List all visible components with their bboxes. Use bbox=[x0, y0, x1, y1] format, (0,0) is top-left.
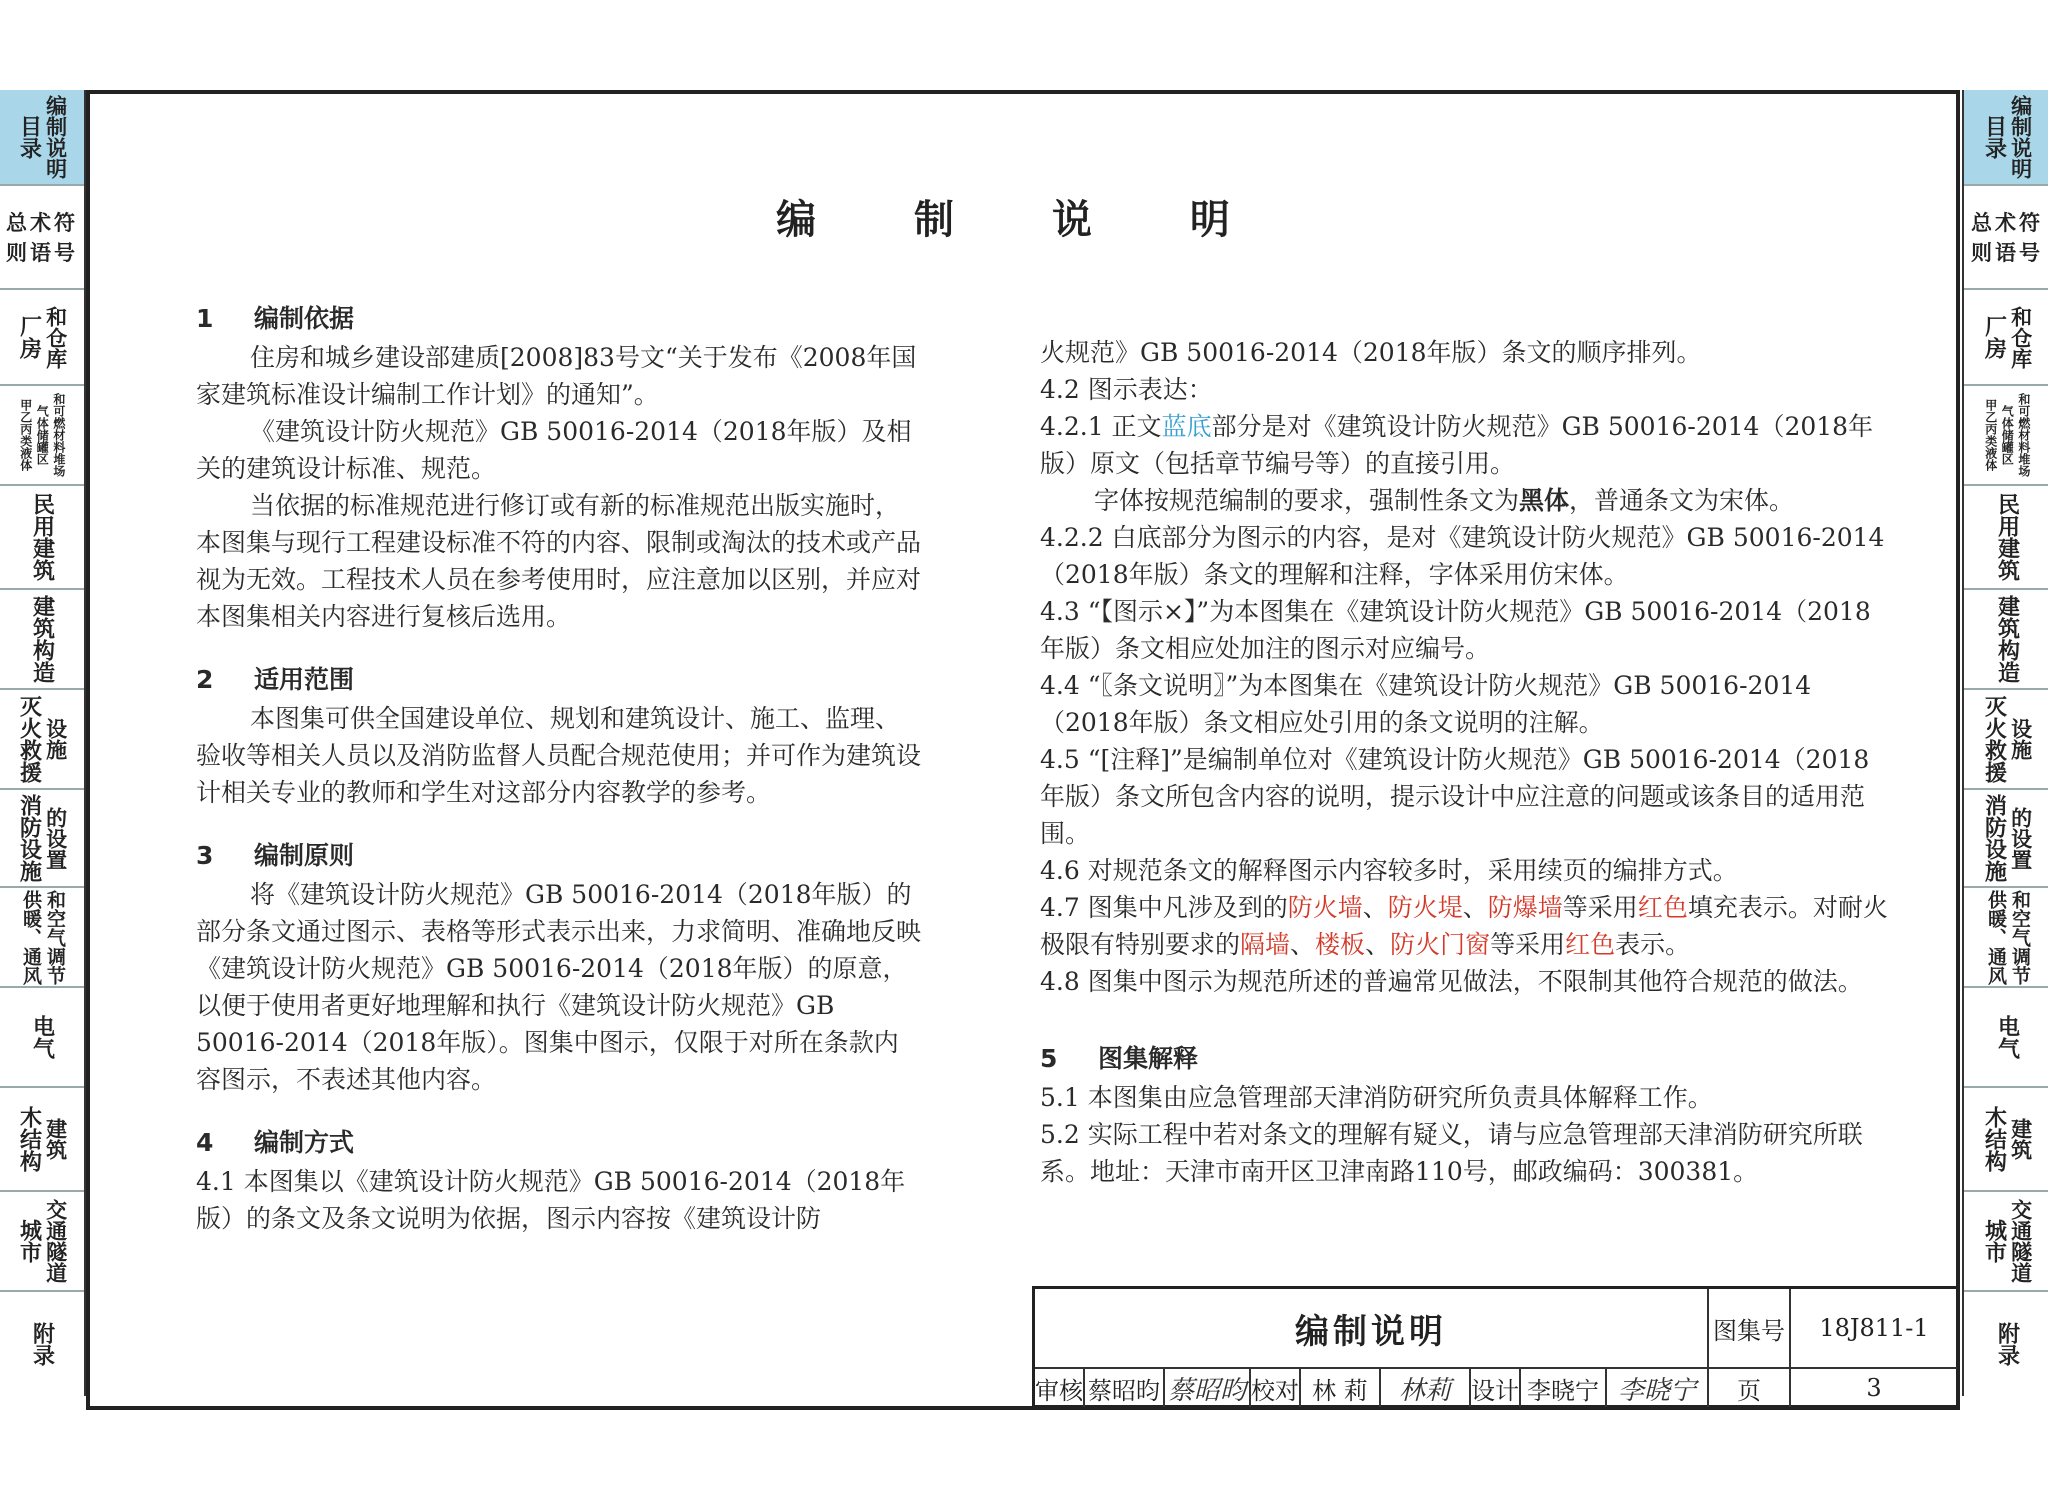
tab-label: 的设置 bbox=[2008, 806, 2033, 870]
tab-label: 电气 bbox=[29, 1015, 55, 1059]
section-heading: 5 图集解释 bbox=[1040, 1044, 1199, 1073]
tab-label: 总术符 bbox=[6, 211, 78, 235]
tab-label: 交通隧道 bbox=[2008, 1199, 2033, 1283]
bold-term: 黑体 bbox=[1519, 486, 1570, 515]
tab-label: 编制说明 bbox=[43, 95, 68, 179]
tab-label: 交通隧道 bbox=[43, 1199, 68, 1283]
tab-label: 建筑 bbox=[43, 1118, 68, 1160]
blue-highlight: 蓝底 bbox=[1161, 412, 1212, 441]
tab-label: 目录 bbox=[16, 115, 42, 159]
reviewer-signature: 蔡昭昀 bbox=[1165, 1369, 1251, 1407]
tab-facilities[interactable] bbox=[1964, 790, 2048, 888]
tab-label: 和仓库 bbox=[2008, 305, 2033, 369]
paragraph: 住房和城乡建设部建质[2008]83号文“关于发布《2008年国家建筑标准设计编制工作计划》的通知”。 bbox=[196, 343, 917, 409]
section-heading: 4 编制方式 bbox=[196, 1128, 355, 1157]
tab-storage[interactable] bbox=[0, 386, 84, 486]
page-label: 页 bbox=[1709, 1369, 1791, 1407]
tab-label: 城市 bbox=[1981, 1219, 2007, 1263]
tab-label: 和可燃材料堆场 bbox=[51, 393, 66, 477]
tab-label: 电气 bbox=[1994, 1015, 2020, 1059]
paragraph: 5.2 实际工程中若对条文的理解有疑义，请与应急管理部天津消防研究所联系。地址：天津市南开区卫津南路110号，邮政编码：300381。 bbox=[1040, 1120, 1863, 1186]
review-label: 审核 bbox=[1035, 1369, 1085, 1407]
tab-electrical[interactable] bbox=[0, 988, 84, 1088]
tab-label: 附录 bbox=[1994, 1322, 2020, 1366]
left-sidebar bbox=[0, 90, 86, 1396]
tab-rescue[interactable] bbox=[0, 690, 84, 790]
designer-name: 李晓宁 bbox=[1521, 1369, 1607, 1407]
tab-factory[interactable] bbox=[0, 290, 84, 386]
tab-label: 建筑 bbox=[2008, 1118, 2033, 1160]
checker-name: 林 莉 bbox=[1301, 1369, 1381, 1407]
tab-label: 和空气调节 bbox=[2008, 889, 2031, 985]
tab-label: 建筑构造 bbox=[1994, 595, 2020, 683]
reviewer-name: 蔡昭昀 bbox=[1085, 1369, 1165, 1407]
paragraph: 本图集可供全国建设单位、规划和建筑设计、施工、监理、验收等相关人员以及消防监督人员配合规范使用；并可作为建筑设计相关专业的教师和学生对这部分内容教学的参考。 bbox=[196, 704, 922, 807]
checker-signature: 林莉 bbox=[1381, 1369, 1471, 1407]
tab-label: 气体储罐区 bbox=[35, 405, 50, 465]
tab-label: 的设置 bbox=[43, 806, 68, 870]
tab-label: 厂房 bbox=[1981, 315, 2007, 359]
tab-hvac[interactable] bbox=[0, 888, 84, 988]
tab-rescue[interactable] bbox=[1964, 690, 2048, 790]
tab-label: 则语号 bbox=[1971, 241, 2043, 265]
tab-label: 甲乙丙类液体 bbox=[18, 399, 33, 471]
tab-label: 则语号 bbox=[6, 241, 78, 265]
section-heading: 2 适用范围 bbox=[196, 665, 355, 694]
tab-label: 气体储罐区 bbox=[2000, 405, 2015, 465]
tab-label: 设施 bbox=[43, 718, 68, 760]
tab-label: 附录 bbox=[29, 1322, 55, 1366]
atlas-number: 18J811-1 bbox=[1791, 1289, 1957, 1369]
paragraph: 4.6 对规范条文的解释图示内容较多时，采用续页的编排方式。 bbox=[1040, 856, 1738, 885]
tab-electrical[interactable] bbox=[1964, 988, 2048, 1088]
tab-label: 和可燃材料堆场 bbox=[2016, 393, 2031, 477]
tab-timber[interactable] bbox=[1964, 1088, 2048, 1192]
paragraph: 5.1 本图集由应急管理部天津消防研究所负责具体解释工作。 bbox=[1040, 1083, 1713, 1112]
tab-label: 灭火救援 bbox=[16, 695, 42, 783]
paragraph: 4.2.1 正文蓝底部分是对《建筑设计防火规范》GB 50016-2014（2018年版）原文（包括章节编号等）的直接引用。 bbox=[1040, 412, 1874, 478]
tab-label: 民用建筑 bbox=[29, 493, 55, 581]
paragraph: 4.4 “〖条文说明〗”为本图集在《建筑设计防火规范》GB 50016-2014（2018年版）条文相应处引用的条文说明的注解。 bbox=[1040, 671, 1812, 737]
tab-tunnel[interactable] bbox=[0, 1192, 84, 1292]
tab-appendix[interactable] bbox=[0, 1292, 84, 1396]
paragraph: 《建筑设计防火规范》GB 50016-2014（2018年版）及相关的建筑设计标准、规范。 bbox=[196, 417, 912, 483]
left-column bbox=[196, 300, 922, 1237]
paragraph: 火规范》GB 50016-2014（2018年版）条文的顺序排列。 bbox=[1040, 338, 1702, 367]
tab-appendix[interactable] bbox=[1964, 1292, 2048, 1396]
tab-contents-notes[interactable] bbox=[1964, 90, 2048, 186]
tab-label: 城市 bbox=[16, 1219, 42, 1263]
paragraph: 将《建筑设计防火规范》GB 50016-2014（2018年版）的部分条文通过图示、表格等形式表示出来，力求简明、准确地反映《建筑设计防火规范》GB 50016-2014（2018年版）的原意，以便于使用者更好地理解和执行《建筑设计防火规范》GB 50016-2014（2018年版）。图集中图示，仅限于对所在条款内容图示，不表述其他内容。 bbox=[196, 880, 922, 1094]
page-number: 3 bbox=[1866, 1374, 1882, 1402]
tab-label: 和仓库 bbox=[43, 305, 68, 369]
section-heading: 1 编制依据 bbox=[196, 304, 355, 333]
tab-label: 设施 bbox=[2008, 718, 2033, 760]
tab-label: 消防设施 bbox=[1981, 794, 2007, 882]
tab-storage[interactable] bbox=[1964, 386, 2048, 486]
tab-label: 灭火救援 bbox=[1981, 695, 2007, 783]
paragraph: 4.5 “[注释]”是编制单位对《建筑设计防火规范》GB 50016-2014（2018年版）条文所包含内容的说明，提示设计中应注意的问题或该条目的适用范围。 bbox=[1040, 745, 1870, 848]
tab-label: 编制说明 bbox=[2008, 95, 2033, 179]
paragraph: 4.2 图示表达： bbox=[1040, 375, 1213, 404]
section-heading: 3 编制原则 bbox=[196, 841, 355, 870]
paragraph: 4.1 本图集以《建筑设计防火规范》GB 50016-2014（2018年版）的条文及条文说明为依据，图示内容按《建筑设计防 bbox=[196, 1167, 906, 1233]
drawing-name: 编制说明 bbox=[1035, 1289, 1709, 1369]
right-column bbox=[1040, 334, 1888, 1190]
tab-label: 总术符 bbox=[1971, 211, 2043, 235]
tab-tunnel[interactable] bbox=[1964, 1192, 2048, 1292]
paragraph: 4.2.2 白底部分为图示的内容，是对《建筑设计防火规范》GB 50016-2014（2018年版）条文的理解和注释，字体采用仿宋体。 bbox=[1040, 523, 1885, 589]
designer-signature: 李晓宁 bbox=[1607, 1369, 1709, 1407]
tab-hvac[interactable] bbox=[1964, 888, 2048, 988]
page-title: 编 制 说 明 bbox=[776, 197, 1272, 243]
paragraph: 当依据的标准规范进行修订或有新的标准规范出版实施时，本图集与现行工程建设标准不符的内容、限制或淘汰的技术或产品视为无效。工程技术人员在参考使用时，应注意加以区别，并应对本图集相关内容进行复核后选用。 bbox=[196, 491, 922, 631]
paragraph: 4.8 图集中图示为规范所述的普遍常见做法，不限制其他符合规范的做法。 bbox=[1040, 967, 1863, 996]
tab-civil[interactable] bbox=[0, 486, 84, 590]
tab-label: 民用建筑 bbox=[1994, 493, 2020, 581]
right-sidebar bbox=[1962, 90, 2048, 1396]
tab-civil[interactable] bbox=[1964, 486, 2048, 590]
tab-facilities[interactable] bbox=[0, 790, 84, 888]
tab-label: 消防设施 bbox=[16, 794, 42, 882]
paragraph: 字体按规范编制的要求，强制性条文为黑体，普通条文为宋体。 bbox=[1094, 486, 1795, 515]
tab-label: 厂房 bbox=[16, 315, 42, 359]
tab-contents-notes[interactable] bbox=[0, 90, 84, 186]
design-label: 设计 bbox=[1471, 1369, 1521, 1407]
tab-label: 供暖、通风 bbox=[20, 889, 42, 985]
paragraph: 4.7 图集中凡涉及到的防火墙、防火堤、防爆墙等采用红色填充表示。对耐火极限有特别要求的隔墙、楼板、防火门窗等采用红色表示。 bbox=[1040, 893, 1888, 959]
tab-label: 供暖、通风 bbox=[1985, 889, 2007, 985]
tab-label: 和空气调节 bbox=[43, 889, 66, 985]
atlas-label: 图集号 bbox=[1709, 1289, 1791, 1369]
tab-timber[interactable] bbox=[0, 1088, 84, 1192]
tab-label: 甲乙丙类液体 bbox=[1983, 399, 1998, 471]
paragraph: 4.3 “【图示×】”为本图集在《建筑设计防火规范》GB 50016-2014（2018年版）条文相应处加注的图示对应编号。 bbox=[1040, 597, 1871, 663]
tab-label: 木结构 bbox=[16, 1106, 42, 1172]
check-label: 校对 bbox=[1251, 1369, 1301, 1407]
tab-construction[interactable] bbox=[0, 590, 84, 690]
tab-label: 目录 bbox=[1981, 115, 2007, 159]
tab-factory[interactable] bbox=[1964, 290, 2048, 386]
tab-construction[interactable] bbox=[1964, 590, 2048, 690]
tab-label: 建筑构造 bbox=[29, 595, 55, 683]
title-block bbox=[1032, 1286, 1960, 1408]
tab-label: 木结构 bbox=[1981, 1106, 2007, 1172]
